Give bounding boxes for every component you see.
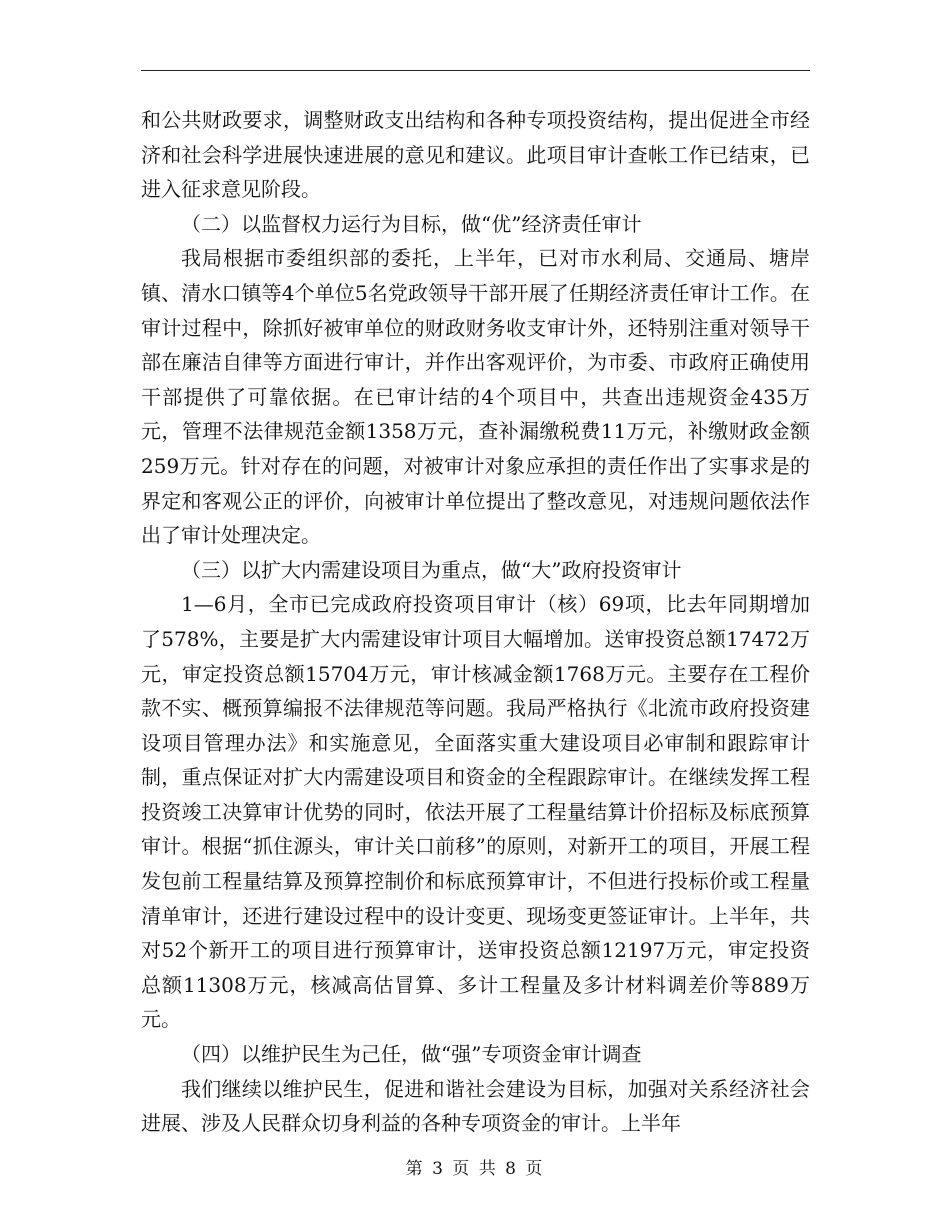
paragraph-1: 和公共财政要求，调整财政支出结构和各种专项投资结构，提出促进全市经济和社会科学进展快速进展的意见和建议。此项目审计查帐工作已结束，已进入征求意见阶段。	[141, 108, 810, 202]
paragraph-4: 我们继续以维护民生，促进和谐社会建设为目标，加强对关系经济社会进展、涉及人民群众切身利益的各种专项资金的审计。上半年	[141, 1076, 810, 1136]
header-rule	[141, 70, 810, 71]
section-heading-4: （四）以维护民生为己任，做“强”专项资金审计调查	[181, 1042, 642, 1067]
paragraph-3: 1—6月，全市已完成政府投资项目审计（核）69项，比去年同期增加了578%，主要是扩大内需建设审计项目大幅增加。送审投资总额17472万元，审定投资总额15704万元，审计核减金额1768万元。主要存在工程价款不实、概预算编报不法律规范等问题。我局严格执行《北流市政府投资建设项目管理办法》和实施意见，全面落实重大建设项目必审制和跟踪审计制，重点保证对扩大内需建设项目和资金的全程跟踪审计。在继续发挥工程投资竣工决算审计优势的同时，依法开展了工程量结算计价招标及标底预算审计。根据“抓住源头，审计关口前移”的原则，对新开工的项目，开展工程发包前工程量结算及预算控制价和标底预算审计，不但进行投标价或工程量清单审计，还进行建设过程中的设计变更、现场变更签证审计。上半年，共对52个新开工的项目进行预算审计，送审投资总额12197万元，审定投资总额11308万元，核减高估冒算、多计工程量及多计材料调差价等889万元。	[141, 592, 810, 1032]
section-heading-2: （二）以监督权力运行为目标，做“优”经济责任审计	[181, 211, 642, 236]
paragraph-2: 我局根据市委组织部的委托，上半年，已对市水利局、交通局、塘岸镇、清水口镇等4个单位5名党政领导干部开展了任期经济责任审计工作。在审计过程中，除抓好被审单位的财政财务收支审计外，还特别注重对领导干部在廉洁自律等方面进行审计，并作出客观评价，为市委、市政府正确使用干部提供了可靠依据。在已审计结的4个项目中，共查出违规资金435万元，管理不法律规范金额1358万元，查补漏缴税费11万元，补缴财政金额259万元。针对存在的问题，对被审计对象应承担的责任作出了实事求是的界定和客观公正的评价，向被审计单位提出了整改意见，对违规问题依法作出了审计处理决定。	[141, 246, 810, 548]
section-heading-3: （三）以扩大内需建设项目为重点，做“大”政府投资审计	[181, 557, 682, 582]
document-body	[141, 103, 810, 1141]
page-number: 第 3 页 共 8 页	[405, 1159, 545, 1179]
